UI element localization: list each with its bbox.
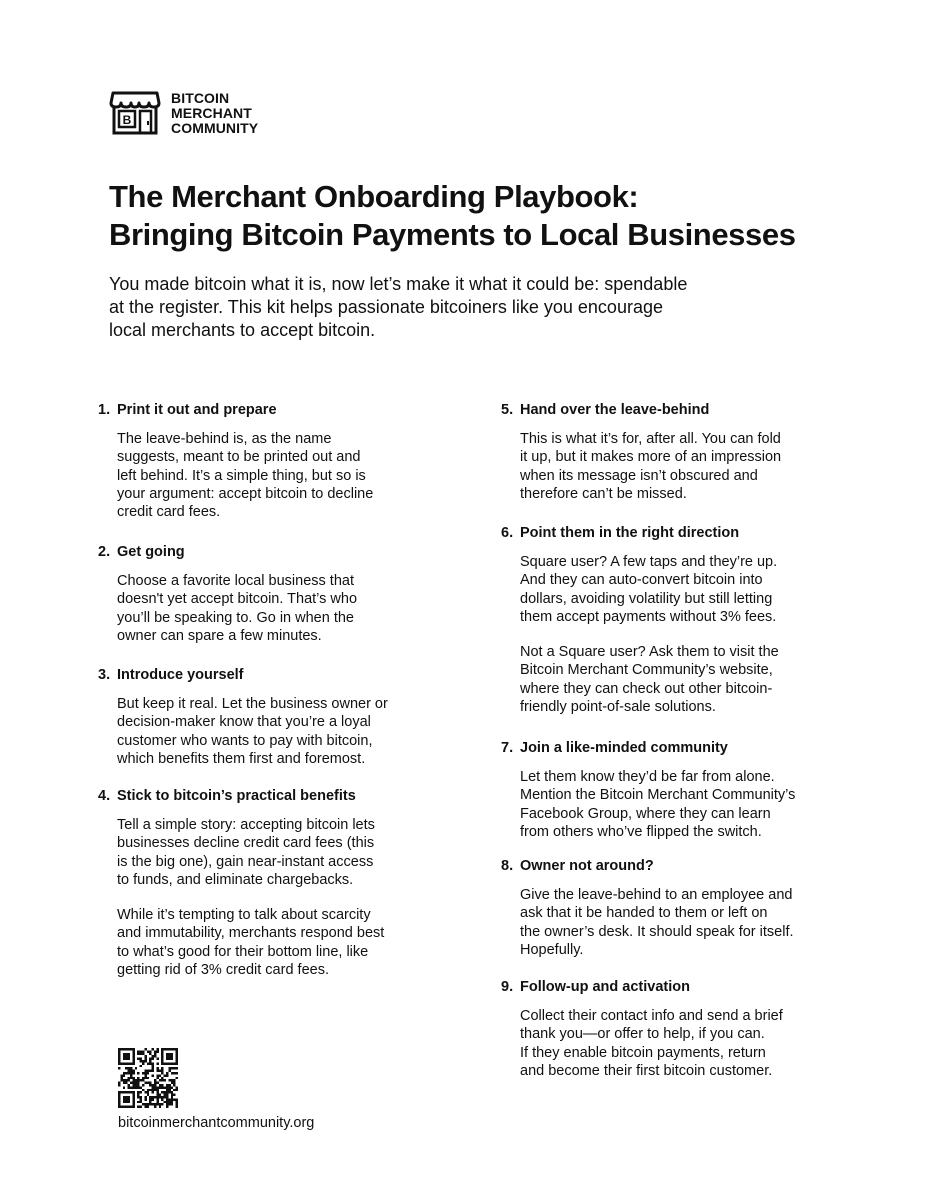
text-line: ask that it be handed to them or left on	[520, 905, 768, 922]
step-number: 7.	[501, 740, 514, 756]
step-number: 1.	[98, 402, 111, 418]
brand-logo	[109, 87, 258, 137]
step-6	[501, 523, 779, 716]
step-paragraph	[98, 572, 357, 645]
step-number: 3.	[98, 667, 111, 683]
text-line: But keep it real. Let the business owner or	[117, 696, 388, 712]
text-line: customer who wants to pay with bitcoin,	[117, 732, 373, 749]
intro-line-3: local merchants to accept bitcoin.	[109, 320, 376, 340]
text-line: Square user? A few taps and they’re up.	[520, 554, 778, 570]
page-title	[109, 178, 796, 254]
storefront-bitcoin-icon	[109, 87, 161, 137]
step-title: Point them in the right direction	[520, 525, 740, 541]
text-line: them accept payments without 3% fees.	[520, 608, 777, 625]
step-number: 5.	[501, 402, 514, 418]
step-heading	[98, 542, 357, 562]
brand-line-3: COMMUNITY	[171, 120, 259, 136]
step-title: Owner not around?	[520, 858, 654, 874]
step-8	[501, 856, 794, 959]
step-heading	[501, 738, 795, 758]
text-line: to what’s good for their bottom line, like	[117, 943, 369, 960]
step-paragraph	[98, 906, 384, 979]
svg-text:B: B	[122, 113, 132, 127]
step-paragraph	[501, 430, 781, 503]
step-paragraph	[501, 553, 779, 626]
text-line: where they can check out other bitcoin-	[520, 680, 773, 697]
step-paragraph	[501, 643, 779, 716]
step-heading	[501, 523, 779, 543]
text-line: thank you—or offer to help, if you can.	[520, 1026, 765, 1043]
intro-line-1: You made bitcoin what it is, now let’s make it what it could be: spendable	[109, 274, 688, 294]
step-3	[98, 665, 388, 768]
step-paragraph	[501, 886, 794, 959]
text-line: Let them know they’d be far from alone.	[520, 769, 775, 785]
text-line: While it’s tempting to talk about scarcity	[117, 907, 371, 924]
step-title: Hand over the leave-behind	[520, 402, 710, 418]
step-heading	[501, 400, 781, 420]
step-2	[98, 542, 357, 645]
text-line: doesn't yet accept bitcoin. That’s who	[117, 591, 358, 608]
brand-name	[171, 91, 258, 136]
intro-paragraph	[109, 273, 769, 342]
text-line: it up, but it makes more of an impression	[520, 449, 782, 466]
text-line: And they can auto-convert bitcoin into	[520, 572, 763, 589]
qr-code-icon	[118, 1048, 178, 1108]
step-title: Introduce yourself	[117, 667, 244, 683]
step-paragraph	[98, 430, 373, 521]
text-line: owner can spare a few minutes.	[117, 627, 322, 644]
text-line: The leave-behind is, as the name	[117, 431, 332, 447]
step-heading	[501, 856, 794, 876]
text-line: is the big one), gain near-instant access	[117, 853, 374, 870]
text-line: Give the leave-behind to an employee and	[520, 887, 793, 903]
step-4	[98, 786, 384, 979]
step-paragraph	[501, 768, 795, 841]
step-5	[501, 400, 781, 503]
text-line: and immutability, merchants respond best	[117, 925, 385, 942]
website-url: bitcoinmerchantcommunity.org	[118, 1115, 315, 1131]
step-number: 9.	[501, 979, 514, 995]
text-line: the owner’s desk. It should speak for itself.	[520, 923, 794, 940]
step-title: Print it out and prepare	[117, 402, 277, 418]
text-line: Facebook Group, where they can learn	[520, 805, 771, 822]
text-line: Mention the Bitcoin Merchant Community’s	[520, 787, 796, 804]
text-line: from others who’ve flipped the switch.	[520, 823, 762, 840]
title-line-1: The Merchant Onboarding Playbook:	[109, 179, 639, 214]
text-line: to funds, and eliminate chargebacks.	[117, 871, 354, 888]
text-line: getting rid of 3% credit card fees.	[117, 962, 329, 979]
text-line: and become their first bitcoin customer.	[520, 1062, 773, 1079]
text-line: Not a Square user? Ask them to visit the	[520, 644, 779, 661]
step-paragraph	[98, 695, 388, 768]
step-number: 8.	[501, 858, 514, 874]
step-heading	[98, 665, 388, 685]
step-title: Join a like-minded community	[520, 740, 728, 756]
step-heading	[98, 786, 384, 806]
text-line: businesses decline credit card fees (this	[117, 835, 375, 852]
step-number: 6.	[501, 525, 514, 541]
step-title: Follow-up and activation	[520, 979, 690, 995]
step-1	[98, 400, 373, 521]
brand-line-1: BITCOIN	[171, 90, 230, 106]
intro-line-2: at the register. This kit helps passionate bitcoiners like you encourage	[109, 297, 663, 317]
text-line: you’ll be speaking to. Go in when the	[117, 609, 354, 626]
text-line: This is what it’s for, after all. You can fold	[520, 431, 781, 447]
text-line: Collect their contact info and send a brief	[520, 1008, 783, 1024]
step-heading	[501, 977, 783, 997]
text-line: therefore can’t be missed.	[520, 485, 687, 502]
text-line: credit card fees.	[117, 504, 221, 521]
step-7	[501, 738, 795, 841]
text-line: decision-maker know that you’re a loyal	[117, 714, 371, 731]
step-paragraph	[501, 1007, 783, 1080]
text-line: which benefits them first and foremost.	[117, 750, 366, 767]
text-line: suggests, meant to be printed out and	[117, 449, 361, 466]
step-title: Stick to bitcoin’s practical benefits	[117, 788, 356, 804]
text-line: your argument: accept bitcoin to decline	[117, 485, 374, 502]
text-line: Tell a simple story: accepting bitcoin lets	[117, 817, 375, 833]
step-9	[501, 977, 783, 1080]
text-line: Hopefully.	[520, 941, 584, 958]
step-title: Get going	[117, 544, 185, 560]
text-line: If they enable bitcoin payments, return	[520, 1044, 766, 1061]
text-line: dollars, avoiding volatility but still letting	[520, 590, 773, 607]
step-heading	[98, 400, 373, 420]
text-line: when its message isn’t obscured and	[520, 467, 758, 484]
brand-line-2: MERCHANT	[171, 105, 252, 121]
text-line: friendly point-of-sale solutions.	[520, 699, 716, 716]
step-number: 2.	[98, 544, 111, 560]
text-line: left behind. It’s a simple thing, but so is	[117, 467, 366, 484]
title-line-2: Bringing Bitcoin Payments to Local Businesses	[109, 217, 796, 252]
step-number: 4.	[98, 788, 111, 804]
text-line: Choose a favorite local business that	[117, 573, 354, 589]
step-paragraph	[98, 816, 384, 889]
text-line: Bitcoin Merchant Community’s website,	[520, 662, 773, 679]
